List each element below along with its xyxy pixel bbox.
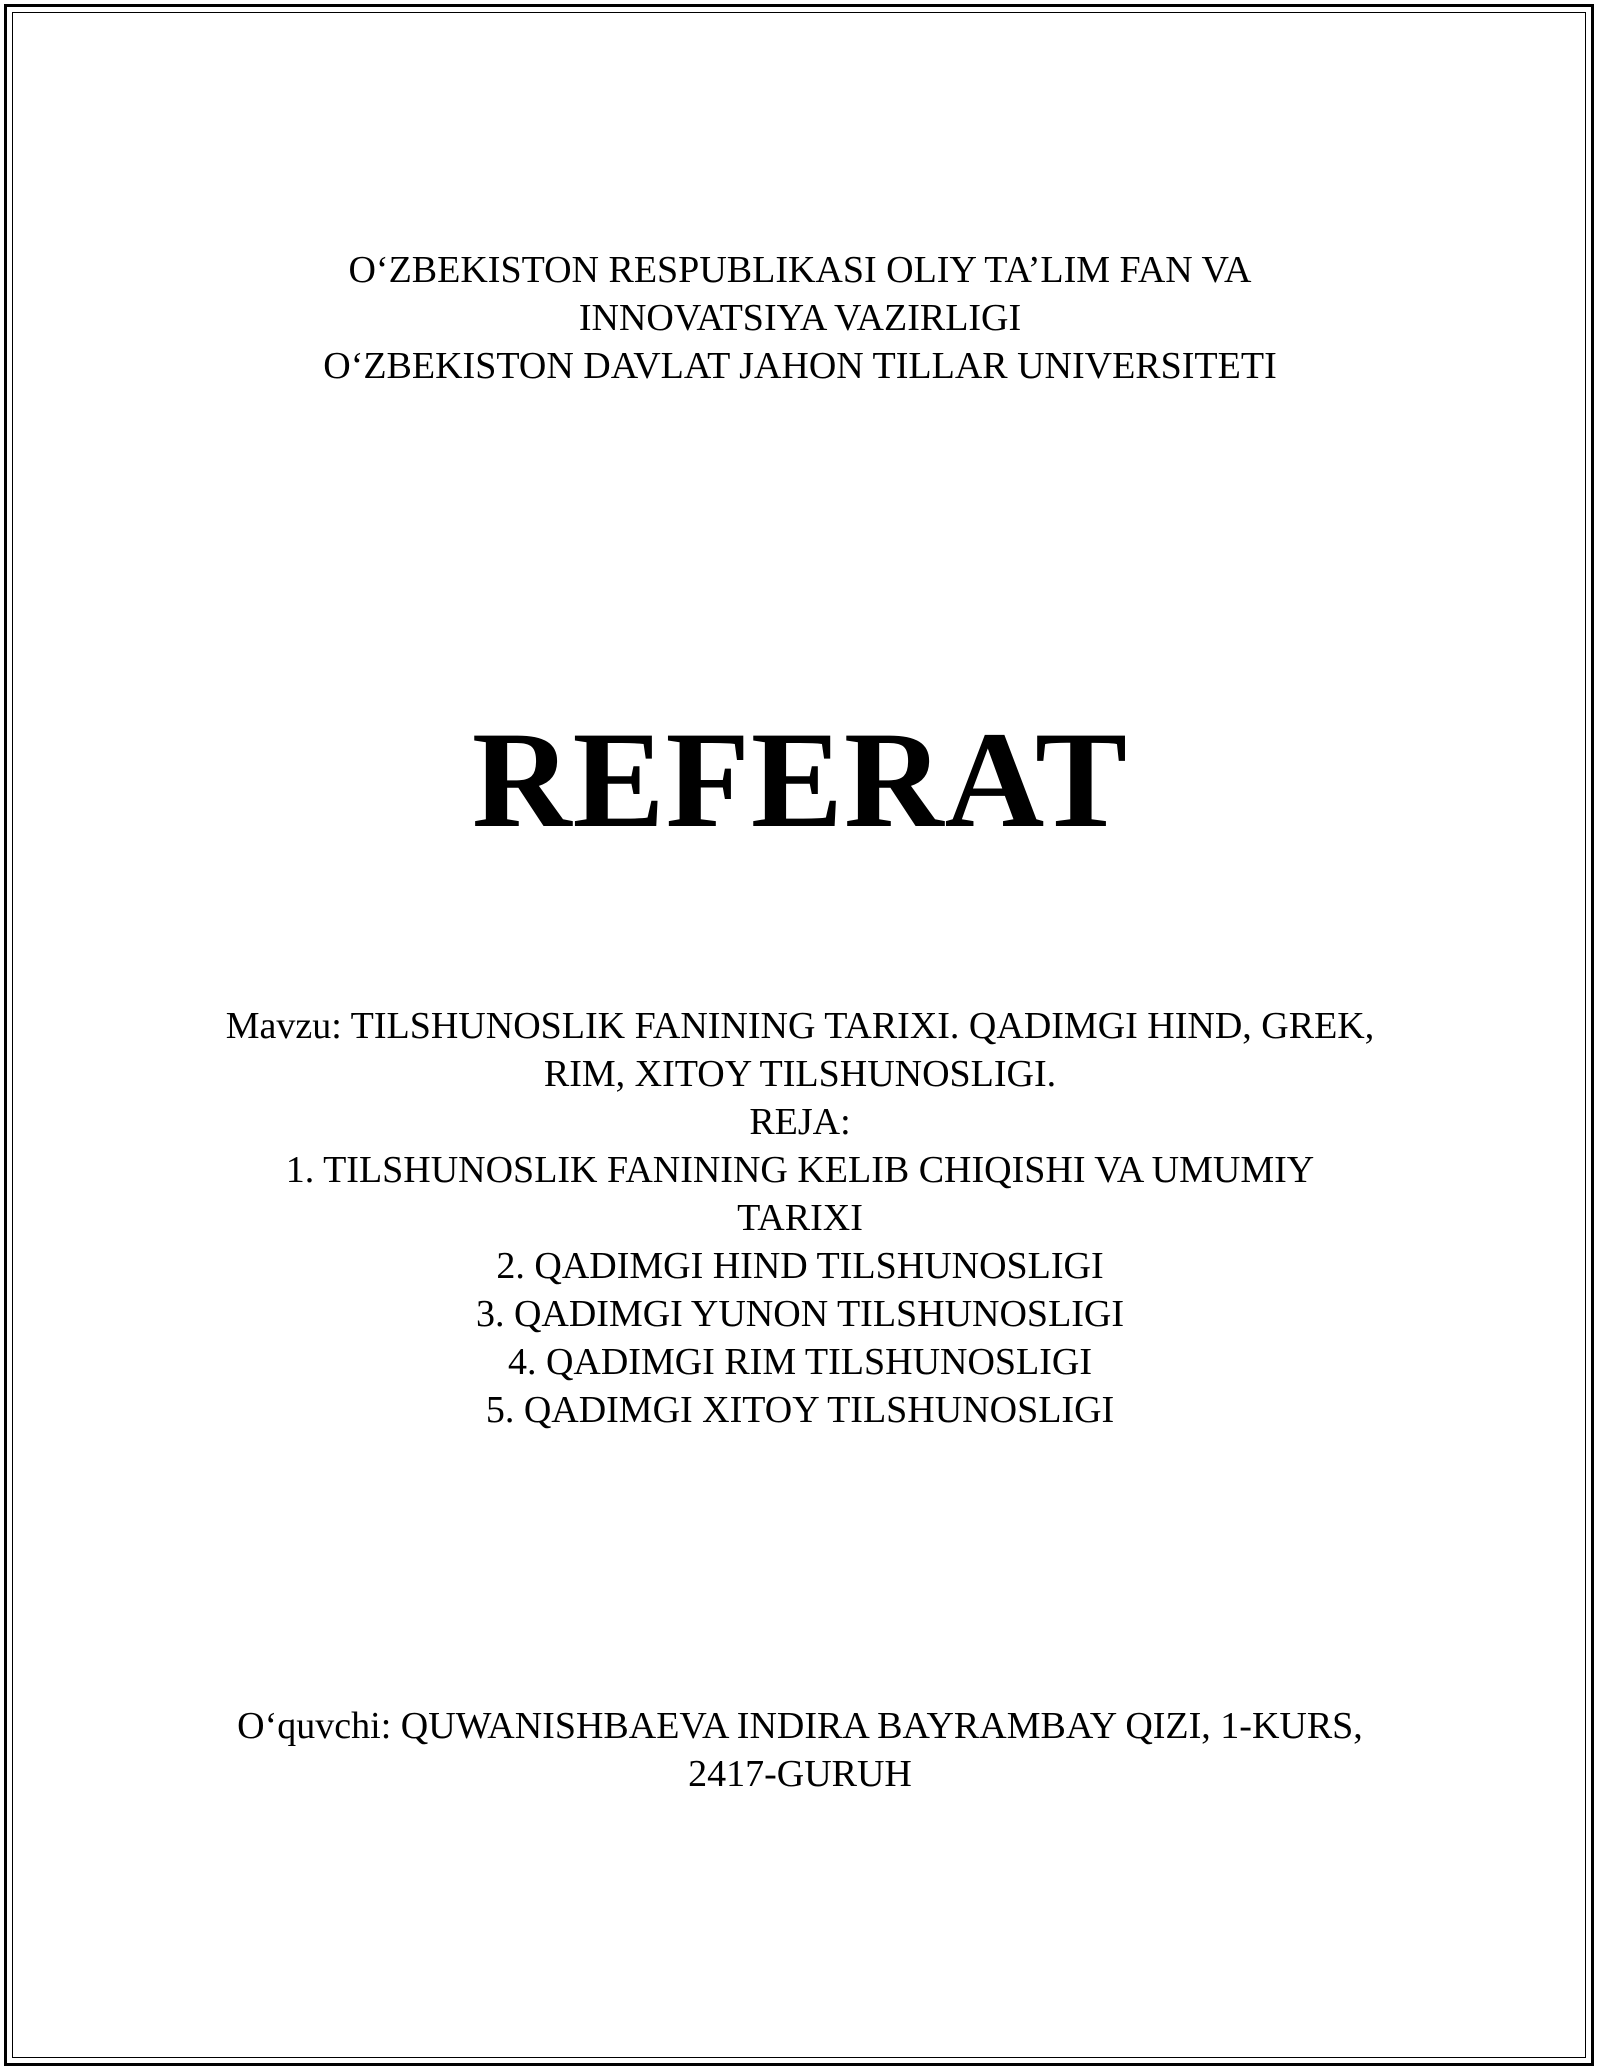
student-info: [0, 1702, 1600, 1798]
document-title: REFERAT: [471, 703, 1129, 856]
plan-item: 2. QADIMGI HIND TILSHUNOSLIGI: [496, 1245, 1104, 1287]
header-line: O‘ZBEKISTON DAVLAT JAHON TILLAR UNIVERSITETI: [323, 345, 1277, 387]
student-line: O‘quvchi: QUWANISHBAEVA INDIRA BAYRAMBAY QIZI, 1-KURS,: [237, 1705, 1363, 1747]
plan-item: 1. TILSHUNOSLIK FANINING KELIB CHIQISHI VA UMUMIY: [285, 1149, 1315, 1191]
plan-item: 3. QADIMGI YUNON TILSHUNOSLIGI: [475, 1293, 1125, 1335]
header-line: O‘ZBEKISTON RESPUBLIKASI OLIY TA’LIM FAN VA: [348, 249, 1252, 291]
institution-header: [0, 246, 1600, 390]
topic-line: Mavzu: TILSHUNOSLIK FANINING TARIXI. QADIMGI HIND, GREK,: [225, 1005, 1375, 1047]
student-line: 2417-GURUH: [688, 1753, 912, 1795]
topic-line: RIM, XITOY TILSHUNOSLIGI.: [543, 1053, 1057, 1095]
topic-and-plan: [0, 1002, 1600, 1434]
plan-heading: REJA:: [749, 1101, 851, 1143]
plan-item: 5. QADIMGI XITOY TILSHUNOSLIGI: [485, 1389, 1115, 1431]
plan-item: TARIXI: [737, 1197, 863, 1239]
plan-item: 4. QADIMGI RIM TILSHUNOSLIGI: [507, 1341, 1093, 1383]
header-line: INNOVATSIYA VAZIRLIGI: [578, 297, 1022, 339]
